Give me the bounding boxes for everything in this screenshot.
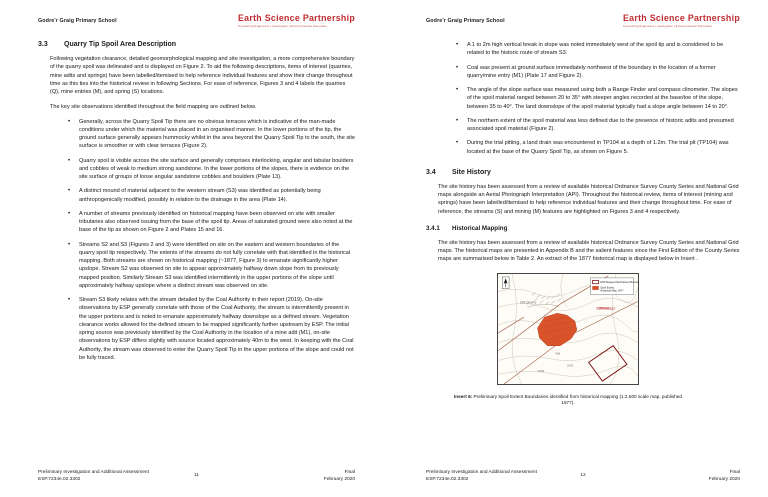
- legend-spoil-swatch: [593, 286, 599, 289]
- observations-intro-paragraph: The key site observations identified throughout the field mapping are outlined below.: [50, 104, 257, 111]
- legend-boundary-label: ESP Mapped Spoil Extent Boundary: [600, 280, 639, 284]
- map-label-place: CWMGELLI: [596, 305, 615, 310]
- esp-logo-title: Earth Science Partnership: [622, 13, 740, 23]
- intro-paragraph: Following vegetation clearance, detailed geomorphological mapping and site investigation, a more comprehensive boundary of the quarry spoil was delineated and is displayed on Figure 2. To aid the following descriptions, items of interest (quarries, mine adits and springs) have been labelled/itemised to help reference individual features and show their change throughout time as this ties into the historical review in following Sections. For ease of reference, Figures 3 and 4 labels the quarries (Q), mine entries (M), and spring (S) locations.: [50, 56, 355, 95]
- legend-spoil-label-line1: Spoil Extent,: [600, 286, 615, 290]
- map-legend: [591, 277, 639, 294]
- list-item: • During the trial pitting, a land drain was encountered in TP104 at a depth of 1.2m. The trial pit (TP104) was located at the base of the Quarry Spoil Tip, as shown on Figure 5.: [467, 139, 740, 156]
- footer-doc-title: Preliminary Investigation and Additional Assessment: [426, 470, 537, 476]
- map-parcel-number: 936: [555, 351, 561, 356]
- section-3-3-heading: [38, 41, 355, 48]
- list-item: • Stream S3 likely relates with the stream detailed by the Coal Authority in their report (2019). On-site observations by ESP generally correlate with those of the Coal Authority, the stream is intermittently present in the upper portions and is noted to emanate approximately halfway downslope as a defined stream. Vegetation clearance works allowed for the defined stream to be mapped significantly further upstream by ESP. The initial spring source was previously identified by the Coal Authority in the location of a mine adit (M1), on-site observations by ESP differs slightly with source located approximately 40m to the west. In keeping with the Coal Authority, the stream was observed to enter the Quarry Spoil Tip in the upper portions of the slope and could not be fully traced.: [79, 296, 355, 362]
- historical-map-image: [497, 273, 639, 385]
- section-title: Quarry Tip Spoil Area Description: [64, 41, 177, 48]
- list-item: • The northern extent of the spoil material was less defined due to the presence of historic adits and presumed associated spoil material (Figure 2).: [467, 117, 740, 134]
- footer-doc-ref: ESP.7234e.02.3302: [38, 476, 81, 482]
- list-item: • A number of streams previously identified on historical mapping have been observed on site with smaller tributaries also observed issuing from the base of the spoil tip. Areas of saturated ground were also noted at the base of the tip as shown on Figure 2 and Plates 15 and 16.: [79, 210, 355, 235]
- insert-6-caption-label: Insert 6:: [454, 393, 473, 399]
- esp-logo: [623, 13, 740, 28]
- footer-status: [709, 470, 740, 483]
- field-observations-list: [79, 118, 355, 363]
- esp-logo: [238, 13, 355, 28]
- insert-6-caption: [453, 394, 683, 407]
- footer-status-label: Final: [344, 470, 355, 476]
- list-item: • Coal was present at ground surface immediately northwest of the boundary in the location of a former quarry/mine entry (M1) (Plate 17 and Figure 2).: [467, 64, 740, 81]
- map-label-old-quarry: Old Quarry: [519, 299, 537, 304]
- page-12-content: [384, 0, 768, 497]
- list-item: • Streams S2 and S3 (Figures 2 and 3) were identified on site on the eastern and western boundaries of the quarry spoil tip respectively. The extents of the streams do not fully correlate with that identified in the historical mapping. Both streams are shown on historical mapping (~1877, Figure 3) to emanate significantly higher upslope. Stream S2 was observed on site to appear approximately halfway down slope from its previously mapped position. Similarly Stream S3 was identified intermittently in the upper portions of the slope until approximately halfway upslope where a distinct stream was observed on site.: [79, 241, 355, 291]
- section-number: 3.4.1: [426, 224, 440, 232]
- list-item: • Quarry spoil is visible across the site surface and generally comprises interlocking, angular and tabular boulders and cobbles of weak to medium strong sandstone. In the lower portions of the slopes, there is evidence on the site surface of groups of loose angular sandstone cobbles and boulders (Plate 13).: [79, 157, 355, 182]
- field-observations-list-continued: [467, 41, 740, 156]
- map-parcel-number: 2241: [567, 362, 574, 367]
- section-3-4-heading: [426, 169, 740, 176]
- section-title: Site History: [452, 168, 491, 176]
- list-item: • A distinct mound of material adjacent to the western stream (S3) was identified as potentially being anthropogenically modified, possibly in relation to the drainage in the area (Plate 14).: [79, 187, 355, 204]
- document-client-title: Godre'r Graig Primary School: [426, 18, 505, 24]
- legend-spoil-label-line2: Historical Map, 1877: [600, 289, 624, 293]
- footer-date: February 2020: [323, 476, 355, 482]
- list-item: • The angle of the slope surface was measured using both a Range Finder and compass clinometer. The slopes of the spoil material ranged between 20 to 35° with steeper angles recorded at the base/toe of the slope, between 35 to 40°. The land downslope of the spoil material typically had a slope angle between 14 to 20°.: [467, 86, 740, 111]
- list-item: • A 1 to 2m high vertical break in slope was noted immediately west of the spoil tip and is considered to be related to the historic route of stream S3.: [467, 41, 740, 58]
- section-number: 3.4: [426, 168, 436, 176]
- north-arrow-icon: [502, 276, 509, 288]
- page-header: [426, 13, 740, 28]
- footer-doc-ref: ESP.7234e.02.3302: [426, 476, 469, 482]
- historical-mapping-paragraph: The site history has been assessed from a review of available historical Ordnance Survey County Series and National Grid maps. The historical maps are presented in Appendix B and the salient features since the First Edition of the County Series maps are summarised below in Table 2. An extract of the 1877 historical map is displayed below in Insert .: [438, 239, 740, 263]
- esp-logo-tagline: Consulting Engineers | Geologists | Environmental Scientists: [622, 24, 712, 28]
- footer-doc-title: Preliminary Investigation and Additional Assessment: [38, 470, 149, 476]
- page-12: [384, 0, 768, 497]
- footer-date: February 2020: [708, 476, 740, 482]
- list-item: • Generally, across the Quarry Spoil Tip there are no obvious terraces which is indicative of the man-made conditions under which the material was placed in an organised manner. In the lower portions of the tip, the ground surface generally appears hummocky whilst in the area beyond the Quarry Spoil Tip to the south, the site surface is smoother or with clear terraces (Figure 2).: [79, 118, 355, 151]
- page-number: 11: [194, 472, 199, 478]
- section-3-4-1-heading: [426, 225, 740, 232]
- esp-logo-title: Earth Science Partnership: [237, 13, 355, 23]
- site-history-paragraph: The site history has been assessed from a review of available historical Ordnance Survey County Series and National Grid maps alongside an Aerial Photograph Interpretation (API). Throughout the historical review, items of interest (mining and springs) have been labelled/itemised to help reference individual features and their change throughout time. For ease of reference, the streams (S) and mining (M) features are highlighted on Figures 3 and 4 respectively.: [438, 183, 739, 215]
- page-number: 12: [580, 472, 586, 478]
- insert-6-caption-text: Preliminary Spoil Extent Boundaries identified from historical mapping (1:2,500 scale map, published 1877).: [472, 393, 682, 405]
- section-title: Historical Mapping: [452, 224, 508, 232]
- document-client-title: Godre'r Graig Primary School: [38, 18, 117, 24]
- footer-status: [324, 470, 355, 483]
- map-parcel-number: 2345: [537, 368, 545, 373]
- esp-logo-tagline: Consulting Engineers | Geologists | Environmental Scientists: [237, 24, 327, 28]
- insert-6-figure: [454, 273, 682, 407]
- section-number: 3.3: [38, 41, 48, 48]
- spoil-extent-polygon: [538, 313, 577, 345]
- footer-status-label: Final: [729, 470, 740, 476]
- page-header: [38, 13, 355, 28]
